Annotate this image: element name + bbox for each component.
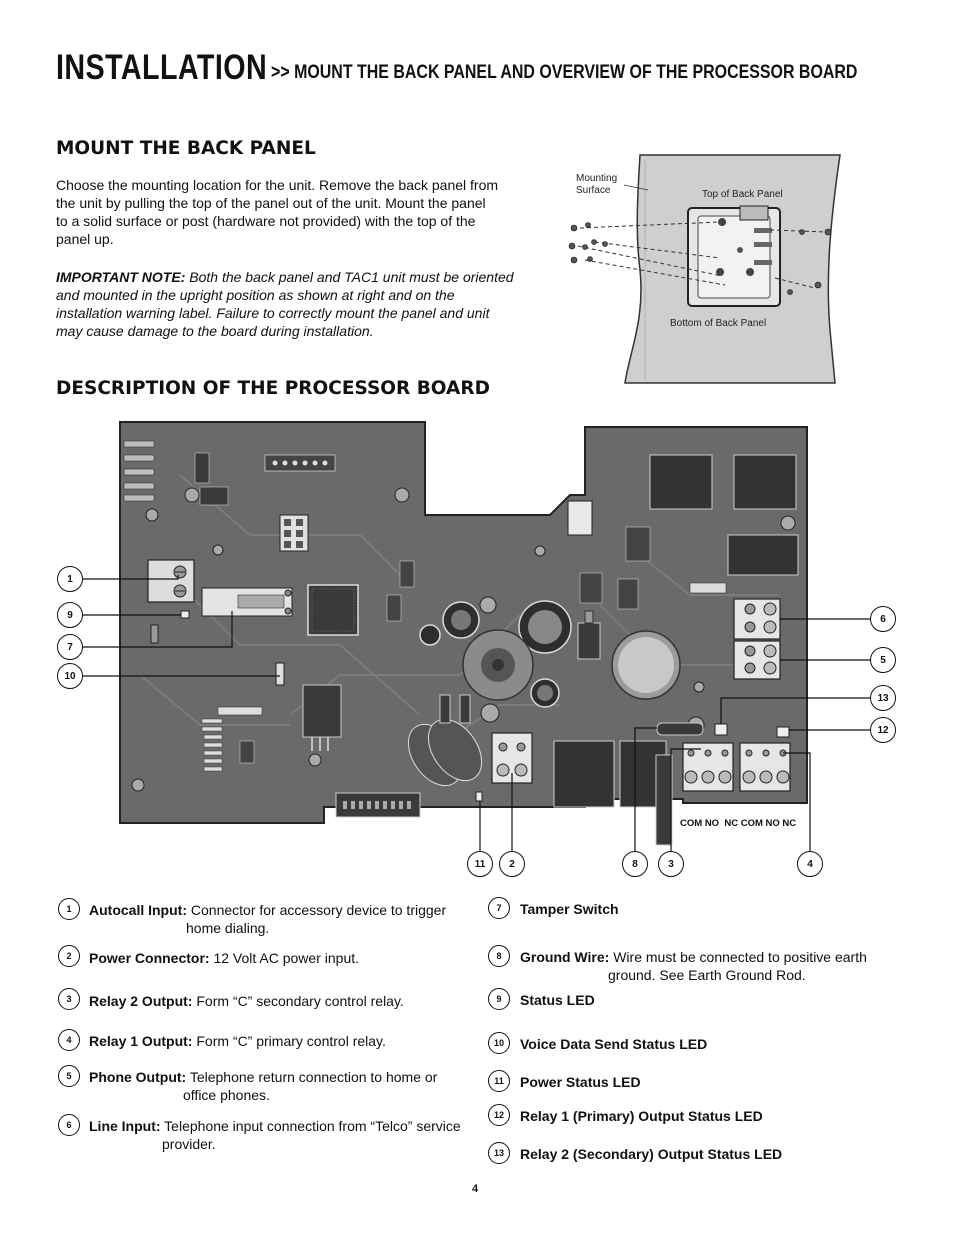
legend-item: Ground Wire: Wire must be connected to positive earth ground. See Earth Ground Rod. xyxy=(520,949,867,983)
page-number: 4 xyxy=(472,1183,479,1195)
mount-body-line: Choose the mounting location for the unit. Remove the back panel from xyxy=(56,177,499,193)
legend-item: Voice Data Send Status LED xyxy=(520,1036,708,1052)
legend-item: Autocall Input: Connector for accessory device to trigger home dialing. xyxy=(89,902,447,936)
mount-body-line: the unit by pulling the top of the panel out of the unit. Mount the panel xyxy=(56,195,486,211)
callout-11: 11 xyxy=(467,851,493,877)
mounting-surface-line: Mounting xyxy=(576,173,618,184)
legend-item: Line Input: Telephone input connection from “Telco” service provider. xyxy=(89,1118,461,1152)
legend-bubble: 4 xyxy=(58,1029,80,1051)
legend-bubble: 2 xyxy=(58,945,80,967)
note-line: installation warning label. Failure to correctly mount the panel and unit xyxy=(56,305,490,321)
mount-heading: MOUNT THE BACK PANEL xyxy=(56,138,316,159)
legend-item: Tamper Switch xyxy=(520,901,619,917)
terminal-nc-1: NC xyxy=(782,818,797,829)
note-line: Both the back panel and TAC1 unit must be oriented xyxy=(185,269,514,285)
legend-bubble: 9 xyxy=(488,988,510,1010)
terminal-nc-2: NC xyxy=(724,818,739,829)
callout-13: 13 xyxy=(870,685,896,711)
legend-bubble: 6 xyxy=(58,1114,80,1136)
terminal-labels xyxy=(680,818,796,829)
legend-item: Relay 2 Output: Form “C” secondary control relay. xyxy=(89,993,404,1009)
terminal-com-1: COM xyxy=(740,818,763,829)
callout-3: 3 xyxy=(658,851,684,877)
terminal-com-2: COM xyxy=(680,818,703,829)
callout-8: 8 xyxy=(622,851,648,877)
legend-bubble: 8 xyxy=(488,945,510,967)
legend-bubble: 1 xyxy=(58,898,80,920)
callout-4: 4 xyxy=(797,851,823,877)
legend-bubble: 12 xyxy=(488,1104,510,1126)
legend-item: Relay 1 Output: Form “C” primary control relay. xyxy=(89,1033,386,1049)
mounting-surface-line: Surface xyxy=(576,185,611,196)
mounting-surface-label xyxy=(576,173,617,197)
legend-bubble: 3 xyxy=(58,988,80,1010)
legend-bubble: 11 xyxy=(488,1070,510,1092)
note-line: may cause damage to the board during installation. xyxy=(56,323,374,339)
processor-board-diagram xyxy=(40,415,920,885)
callout-7: 7 xyxy=(57,634,83,660)
callout-12: 12 xyxy=(870,717,896,743)
terminal-no-1: NO xyxy=(765,818,780,829)
board-heading: DESCRIPTION OF THE PROCESSOR BOARD xyxy=(56,378,490,399)
important-note xyxy=(56,268,516,340)
callout-10: 10 xyxy=(57,663,83,689)
callout-9: 9 xyxy=(57,602,83,628)
callout-1: 1 xyxy=(57,566,83,592)
callout-2: 2 xyxy=(499,851,525,877)
legend-item: Power Connector: 12 Volt AC power input. xyxy=(89,950,360,966)
page-title: INSTALLATION xyxy=(56,48,268,87)
bottom-of-back-panel-label: Bottom of Back Panel xyxy=(670,318,767,329)
note-line: and mounted in the upright position as shown at right and on the xyxy=(56,287,455,303)
mount-body-line: panel up. xyxy=(56,231,114,247)
mount-body-line: to a solid surface or post (hardware not provided) with the top of the xyxy=(56,213,476,229)
legend-item: Power Status LED xyxy=(520,1074,641,1090)
top-of-back-panel-label: Top of Back Panel xyxy=(702,189,783,200)
legend-item: Relay 2 (Secondary) Output Status LED xyxy=(520,1146,783,1162)
note-label: IMPORTANT NOTE: xyxy=(56,269,186,285)
terminal-no-2: NO xyxy=(704,818,720,829)
callout-6: 6 xyxy=(870,606,896,632)
legend-bubble: 10 xyxy=(488,1032,510,1054)
legend-item: Relay 1 (Primary) Output Status LED xyxy=(520,1108,763,1124)
page-subtitle: >> MOUNT THE BACK PANEL AND OVERVIEW OF THE PROCESSOR BOARD xyxy=(271,62,858,83)
legend-bubble: 7 xyxy=(488,897,510,919)
callout-5: 5 xyxy=(870,647,896,673)
mount-body xyxy=(56,176,516,248)
legend-item: Phone Output: Telephone return connection to home or office phones. xyxy=(89,1069,438,1103)
legend-item: Status LED xyxy=(520,992,595,1008)
legend-bubble: 13 xyxy=(488,1142,510,1164)
legend-bubble: 5 xyxy=(58,1065,80,1087)
